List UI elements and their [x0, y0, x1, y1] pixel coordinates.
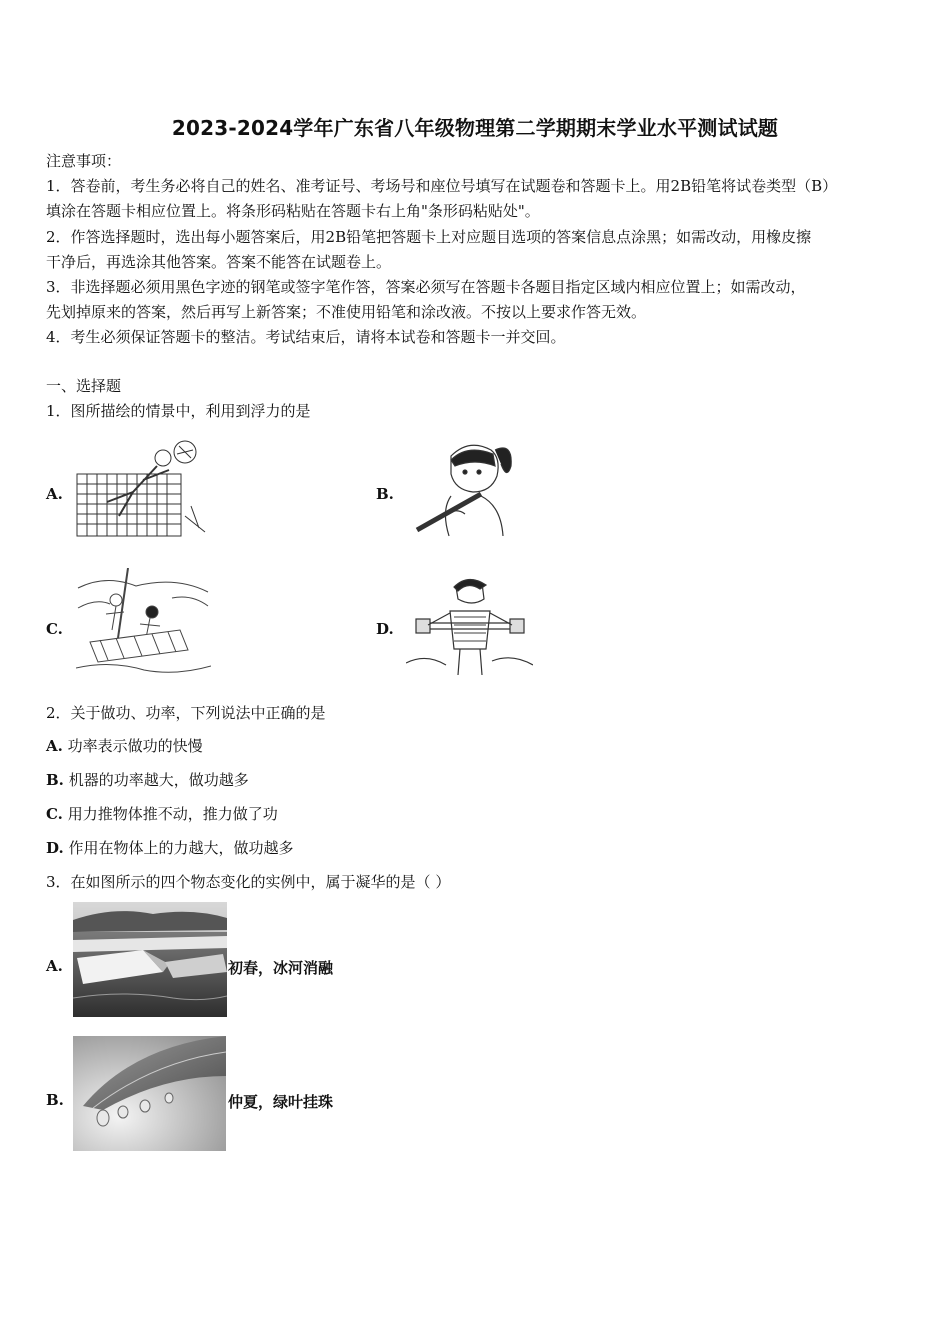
notice-line: 干净后，再选涂其他答案。答案不能答在试题卷上。 [46, 253, 392, 271]
people-on-raft-illustration [76, 568, 211, 678]
q3-option-a-caption: 初春，冰河消融 [228, 959, 334, 977]
question-2-stem: 2．关于做功、功率，下列说法中正确的是 [46, 704, 326, 722]
q2-option-b-label: B. [46, 771, 64, 789]
q2-option-a-text: 功率表示做功的快慢 [67, 737, 203, 755]
q2-option-c[interactable] [46, 804, 278, 824]
notice-line: 2．作答选择题时，选出每小题答案后，用2B铅笔把答题卡上对应题目选项的答案信息点涂黑；如需改动，用橡皮擦 [46, 228, 812, 246]
leaf-dewdrops-photo [73, 1036, 226, 1151]
girl-playing-flute-illustration [411, 436, 523, 540]
notice-line: 3．非选择题必须用黑色字迹的钢笔或签字笔作答，答案必须写在答题卡各题目指定区域内相应位置上；如需改动， [46, 278, 806, 296]
q2-option-d[interactable] [46, 838, 294, 858]
ice-river-photo [73, 902, 227, 1017]
question-3-stem: 3．在如图所示的四个物态变化的实例中，属于凝华的是（ ） [46, 873, 451, 891]
q3-option-a-label[interactable]: A. [46, 957, 63, 975]
page-title: 2023-2024学年广东省八年级物理第二学期期末学业水平测试试题 [171, 116, 779, 140]
q2-option-c-text: 用力推物体推不动，推力做了功 [67, 805, 278, 823]
q2-option-a-label: A. [46, 737, 63, 755]
notice-heading: 注意事项： [46, 152, 122, 170]
q1-option-d-label[interactable]: D. [376, 620, 394, 638]
notice-line: 填涂在答题卡相应位置上。将条形码粘贴在答题卡右上角"条形码粘贴处"。 [46, 202, 540, 220]
q2-option-b[interactable] [46, 770, 249, 790]
boy-with-chest-expander-illustration [406, 573, 533, 677]
q2-option-b-text: 机器的功率越大，做功越多 [68, 771, 249, 789]
notice-line: 1．答卷前，考生务必将自己的姓名、准考证号、考场号和座位号填写在试题卷和答题卡上。用2B铅笔将试卷类型（B） [46, 177, 838, 195]
q2-option-d-label: D. [46, 839, 64, 857]
q1-option-a-label[interactable]: A. [46, 485, 63, 503]
q2-option-a[interactable] [46, 736, 203, 756]
q3-option-b-label[interactable]: B. [46, 1091, 64, 1109]
notice-line: 4．考生必须保证答题卡的整洁。考试结束后，请将本试卷和答题卡一并交回。 [46, 328, 566, 346]
question-1-stem: 1．图所描绘的情景中，利用到浮力的是 [46, 402, 311, 420]
q1-option-c-label[interactable]: C. [46, 620, 63, 638]
q3-option-b-caption: 仲夏，绿叶挂珠 [228, 1093, 334, 1111]
notice-line: 先划掉原来的答案，然后再写上新答案；不准使用铅笔和涂改液。不按以上要求作答无效。 [46, 303, 647, 321]
q1-option-b-label[interactable]: B. [376, 485, 394, 503]
q2-option-c-label: C. [46, 805, 63, 823]
section-heading: 一、选择题 [46, 377, 122, 395]
q2-option-d-text: 作用在物体上的力越大，做功越多 [68, 839, 294, 857]
soccer-goalkeeper-illustration [73, 436, 211, 540]
